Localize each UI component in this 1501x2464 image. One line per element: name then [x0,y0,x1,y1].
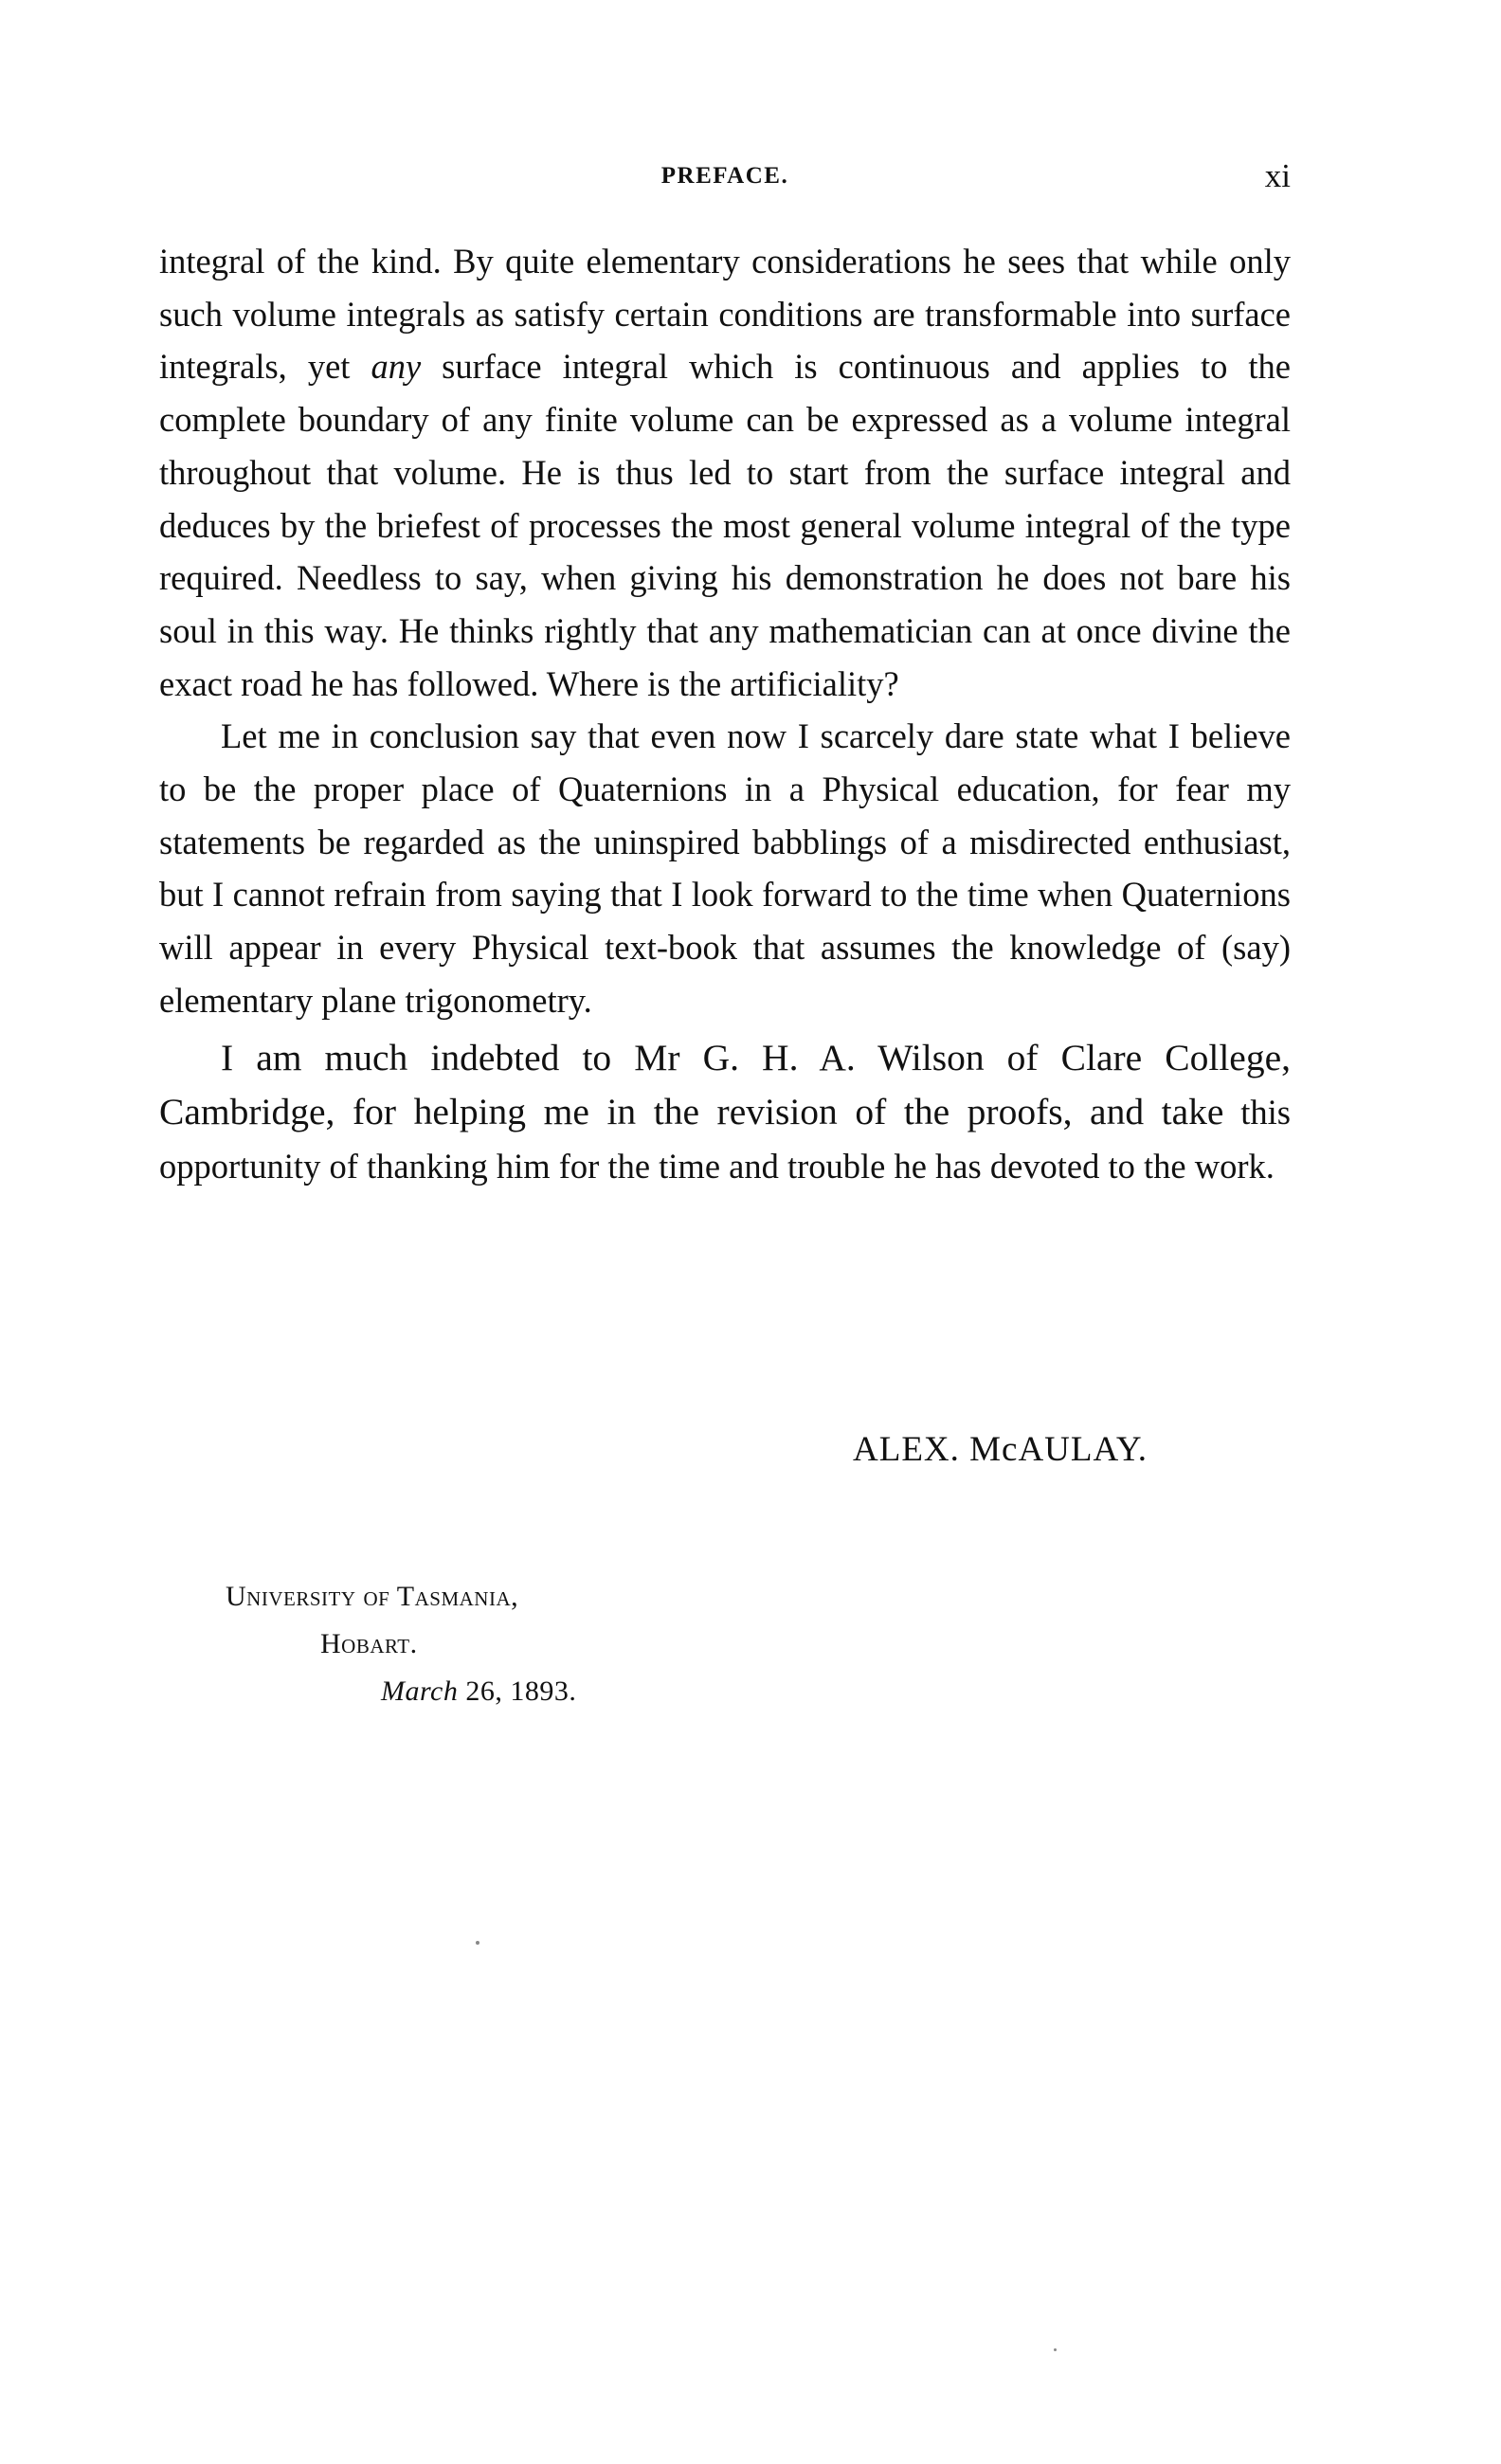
address-date [381,1676,576,1708]
page-header [159,157,1291,195]
paragraph-3-text-rest: this opportunity of thanking him for the time and trouble he has devoted to the work. [159,1092,1291,1186]
paragraph-1 [159,235,1291,710]
speck-mark [1054,2348,1057,2351]
running-title: PREFACE. [660,163,789,189]
address-institution: University of Tasmania, [226,1581,519,1612]
page-number: xi [1264,157,1291,194]
date-month: March [381,1676,459,1707]
paragraph-1-text-b: surface integral which is continuous and applies to the complete boundary of any finite volume can be expressed as a volume integral throughout that volume. He is thus led to start from the surface integral and deduces by the briefest of processes the most general volume integral of the type required. Needless to say, when giving his demonstration he does not bare his soul in this way. He thinks rightly that any mathematician can at once divine the exact road he has followed. Where is the artificiality? [159,347,1291,703]
paragraph-2: Let me in conclusion say that even now I scarcely dare state what I believe to be the proper place of Quaternions in a Physical education, for fear my statements be regarded as the uninspired babblings of a misdirected enthusiast, but I cannot refrain from saying that I look forward to the time when Quaternions will appear in every Physical text-book that assumes the knowledge of (say) elementary plane trigonometry. [159,716,1291,1020]
address-city: Hobart. [320,1628,418,1659]
body-text [159,235,1291,1193]
speck-mark [476,1941,479,1945]
emphasis-any: any [371,347,422,387]
date-rest: 26, 1893. [458,1676,577,1707]
author-signature: ALEX. McAULAY. [853,1430,1148,1469]
paragraph-3 [159,1031,1291,1193]
paragraph-1-text-a: integral of the kind. By quite elementary considerations he sees that while only such volume integrals as satisfy certain conditions are transformable into surface integrals, yet [159,242,1291,387]
paragraph-3-text-large: I am much indebted to Mr G. H. A. Wilson of Clare College, Cambridge, for helping me in the revision of the proofs, and take [159,1036,1291,1132]
